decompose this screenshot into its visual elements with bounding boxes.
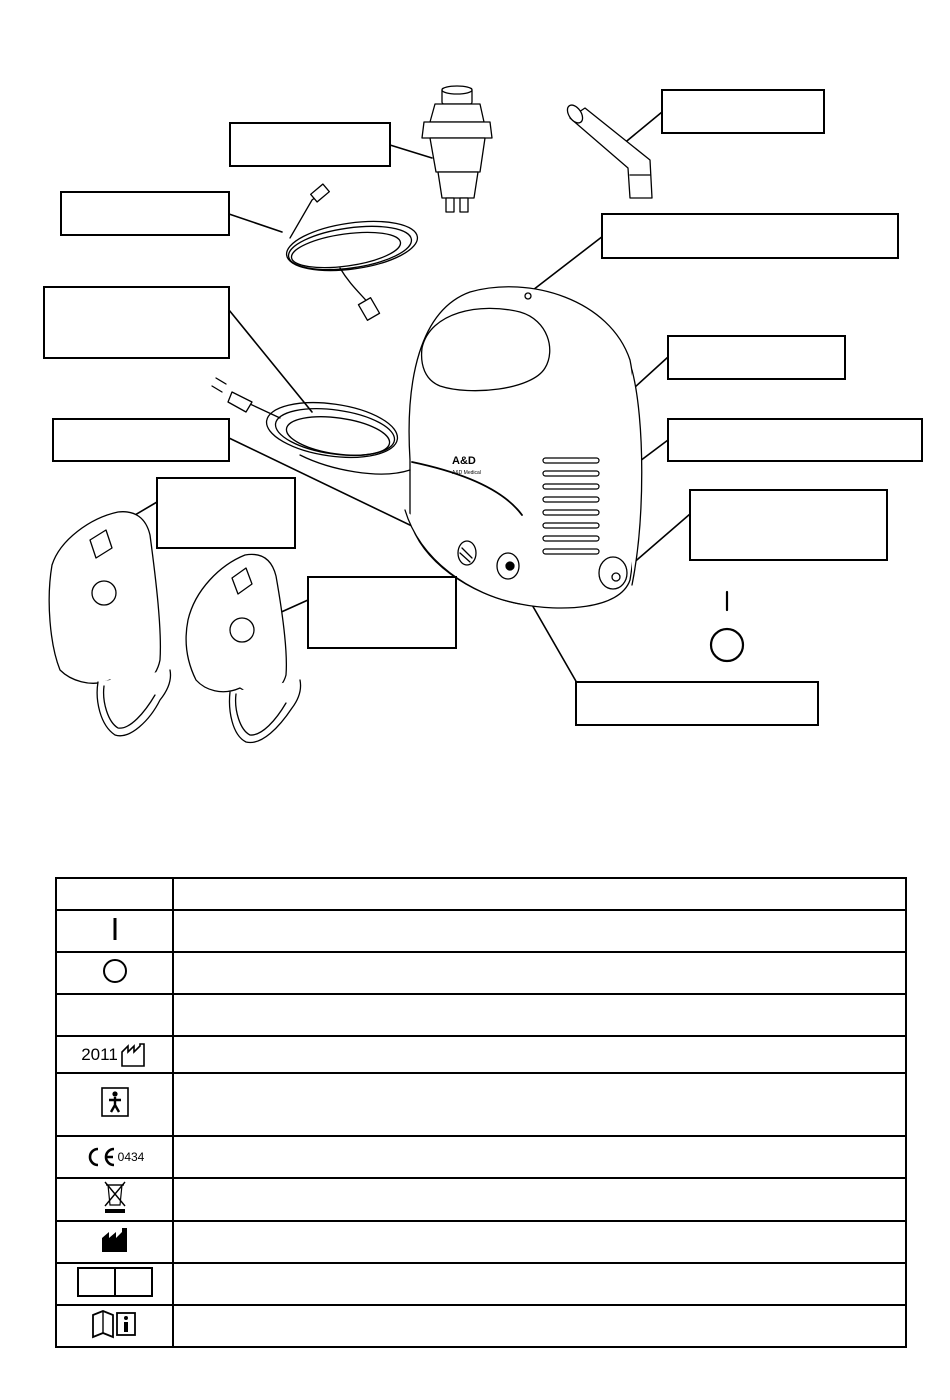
callout-ventilation	[667, 418, 923, 462]
callout-air-filter	[575, 681, 819, 726]
table-row	[56, 994, 906, 1036]
manufacture-date-icon	[56, 1036, 173, 1073]
row-description	[173, 952, 906, 994]
notified-body-number: 0434	[117, 1150, 145, 1164]
ec-rep-icon	[56, 1263, 173, 1305]
callout-child-mask	[307, 576, 457, 649]
manufacture-year: 2011	[81, 1044, 118, 1064]
table-row	[56, 910, 906, 952]
table-row	[56, 1263, 906, 1305]
symbols-table	[55, 877, 907, 1348]
ce-mark-icon	[56, 1136, 173, 1178]
brand-logo: A&D	[452, 455, 476, 467]
row-description	[173, 1036, 906, 1073]
row-description	[173, 1136, 906, 1178]
mouthpiece-drawing	[564, 102, 652, 198]
air-outlet	[458, 541, 476, 565]
table-row	[56, 1178, 906, 1221]
adult-mask-drawing	[49, 512, 170, 736]
callout-mouthpiece	[661, 89, 825, 134]
table-row	[56, 1036, 906, 1073]
manufacturer-icon	[56, 1221, 173, 1263]
type-bf-applied-part-icon	[56, 1073, 173, 1136]
row-description	[173, 1221, 906, 1263]
callout-main-unit	[667, 335, 846, 380]
callout-air-outlet	[52, 418, 230, 462]
row-description	[173, 1073, 906, 1136]
callout-power-switch	[689, 489, 888, 561]
row-description	[173, 994, 906, 1036]
power-cord-drawing	[212, 378, 401, 465]
callout-power-cord	[43, 286, 230, 359]
callout-nebulizer-kit-holder	[601, 213, 899, 259]
power-on-icon	[56, 910, 173, 952]
row-description	[173, 1305, 906, 1347]
row-description	[173, 910, 906, 952]
table-row	[56, 1221, 906, 1263]
brand-sub-logo: A&D Medical	[452, 470, 481, 476]
nebulizer-kit-drawing	[422, 86, 492, 212]
table-row	[56, 1073, 906, 1136]
table-row	[56, 1136, 906, 1178]
table-header-row	[56, 878, 906, 910]
row-description	[173, 1178, 906, 1221]
compressor-drawing	[300, 287, 642, 608]
callout-air-tube	[60, 191, 230, 236]
power-symbols	[711, 592, 743, 661]
header-description	[173, 878, 906, 910]
header-symbol	[56, 878, 173, 910]
air-filter	[497, 553, 519, 579]
table-row	[56, 1305, 906, 1347]
power-off-icon	[56, 952, 173, 994]
instruction-manual-icon	[56, 1305, 173, 1347]
row-description	[173, 1263, 906, 1305]
callout-nebulizer-kit	[229, 122, 391, 167]
weee-disposal-icon	[56, 1178, 173, 1221]
power-switch	[599, 557, 627, 589]
blank-symbol-cell	[56, 994, 173, 1036]
callout-adult-mask	[156, 477, 296, 549]
child-mask-drawing	[186, 554, 300, 742]
table-row	[56, 952, 906, 994]
air-tube-drawing	[283, 184, 420, 320]
